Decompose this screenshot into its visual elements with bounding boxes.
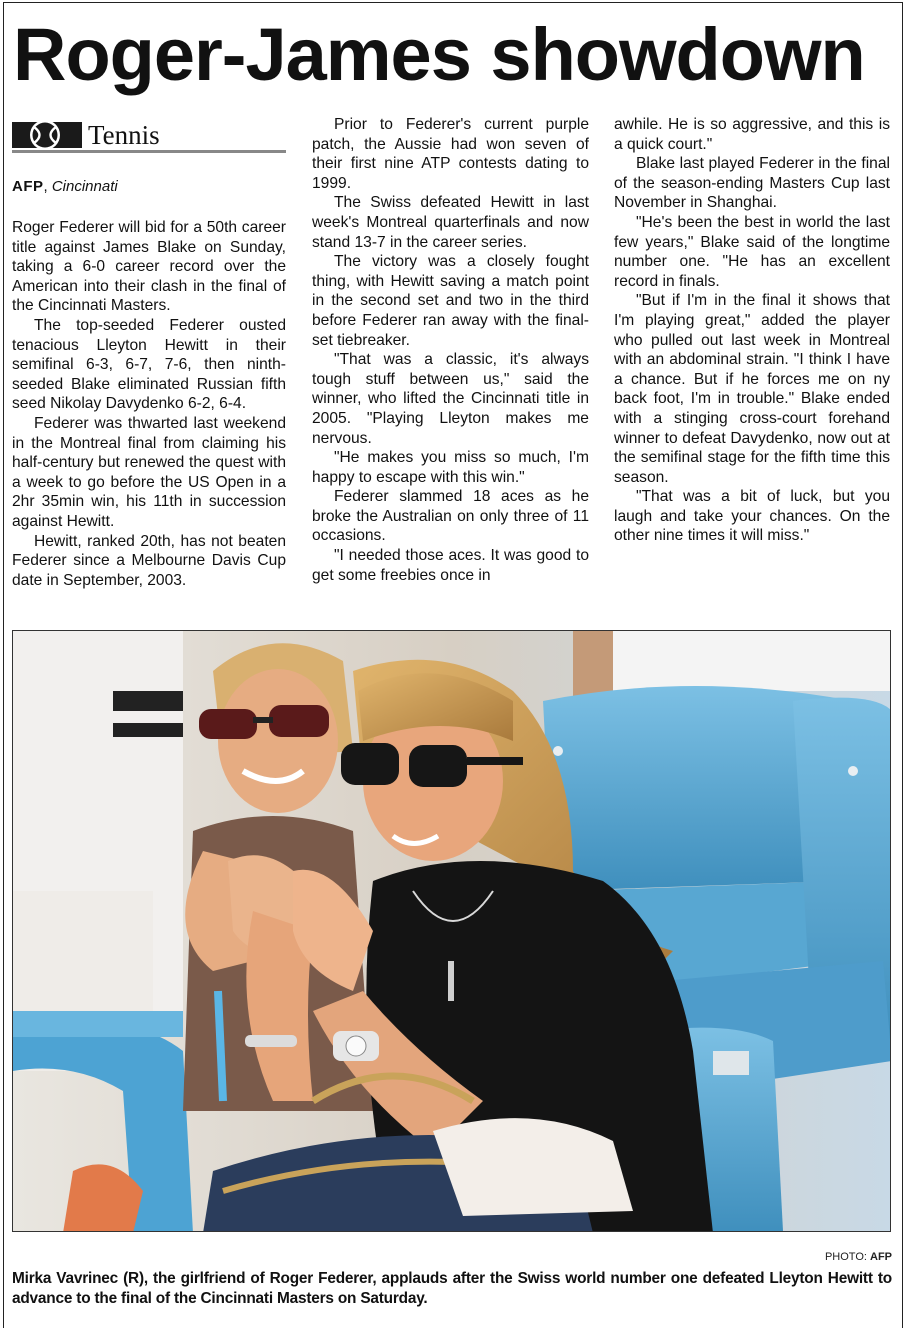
paragraph: Roger Federer will bid for a 50th career title against James Blake on Sunday, taking a 6-0 career record over the American into their clash in the final of the Cincinnati Masters. xyxy=(12,219,286,315)
photo-credit xyxy=(825,1251,892,1264)
byline-agency: AFP xyxy=(12,178,44,195)
byline-separator: , xyxy=(43,178,52,195)
article-column-1 xyxy=(12,218,286,590)
photo-caption: Mirka Vavrinec (R), the girlfriend of Roger Federer, applauds after the Swiss world number one defeated Lleyton Hewitt to advance to the final of the Cincinnati Masters on Saturday. xyxy=(12,1270,892,1307)
byline xyxy=(12,178,118,196)
news-photo xyxy=(12,630,891,1232)
paragraph: "That was a bit of luck, but you laugh and take your chances. On the other nine times it will miss." xyxy=(614,488,890,545)
photo-illustration xyxy=(13,631,891,1232)
byline-place: Cincinnati xyxy=(51,178,118,195)
section-tag xyxy=(12,116,286,156)
paragraph: awhile. He is so aggressive, and this is a quick court." xyxy=(614,116,890,153)
paragraph: Prior to Federer's current purple patch, the Aussie had won seven of their first nine ATP contests dating to 1999. xyxy=(312,116,589,192)
headline: Roger-James showdown xyxy=(13,13,865,96)
photo-credit-source: AFP xyxy=(870,1251,892,1263)
article-column-3 xyxy=(614,115,890,546)
paragraph: "But if I'm in the final it shows that I'm playing great," added the player who pulled out last week in Montreal with an abdominal strain. "I think I have a chance. But if he forces me on ny back foot, I'm in trouble." Blake ended with a stinging cross-court forehand winner to defeat Davydenko, now out at the semifinal stage for the fifth time this season. xyxy=(614,292,890,486)
tennis-ball-icon xyxy=(12,118,82,152)
section-rule xyxy=(12,150,286,153)
paragraph: Blake last played Federer in the final of the season-ending Masters Cup last November in Shanghai. xyxy=(614,155,890,212)
section-label: Tennis xyxy=(88,120,160,150)
paragraph: The top-seeded Federer ousted tenacious Lleyton Hewitt in their semifinal 6-3, 6-7, 7-6, then ninth-seeded Blake eliminated Russian fifth seed Nikolay Davydenko 6-2, 6-4. xyxy=(12,316,286,413)
paragraph: Hewitt, ranked 20th, has not beaten Federer since a Melbourne Davis Cup date in September, 2003. xyxy=(12,532,286,589)
paragraph: The victory was a closely fought thing, with Hewitt saving a match point in the second set and two in the third before Federer ran away with the final-set tiebreaker. xyxy=(312,253,589,349)
paragraph: "That was a classic, it's always tough stuff between us," said the winner, who lifted the Cincinnati title in 2005. "Playing Lleyton makes me nervous. xyxy=(312,351,589,447)
photo-credit-prefix: PHOTO: xyxy=(824,1251,870,1263)
paragraph: "I needed those aces. It was good to get some freebies once in xyxy=(312,547,589,584)
paragraph: Federer slammed 18 aces as he broke the Australian on only three of 11 occasions. xyxy=(312,488,589,545)
paragraph: "He makes you miss so much, I'm happy to escape with this win." xyxy=(312,449,589,486)
paragraph: The Swiss defeated Hewitt in last week's Montreal quarterfinals and now stand 13-7 in the career series. xyxy=(312,194,589,251)
article-column-2 xyxy=(312,115,589,585)
paragraph: "He's been the best in world the last few years," Blake said of the longtime number one. "He has an excellent record in finals. xyxy=(614,213,890,290)
paragraph: Federer was thwarted last weekend in the Montreal final from claiming his half-century but renewed the quest with a week to go before the US Open in a 2hr 35min win, his 11th in succession against Hewitt. xyxy=(12,414,286,530)
